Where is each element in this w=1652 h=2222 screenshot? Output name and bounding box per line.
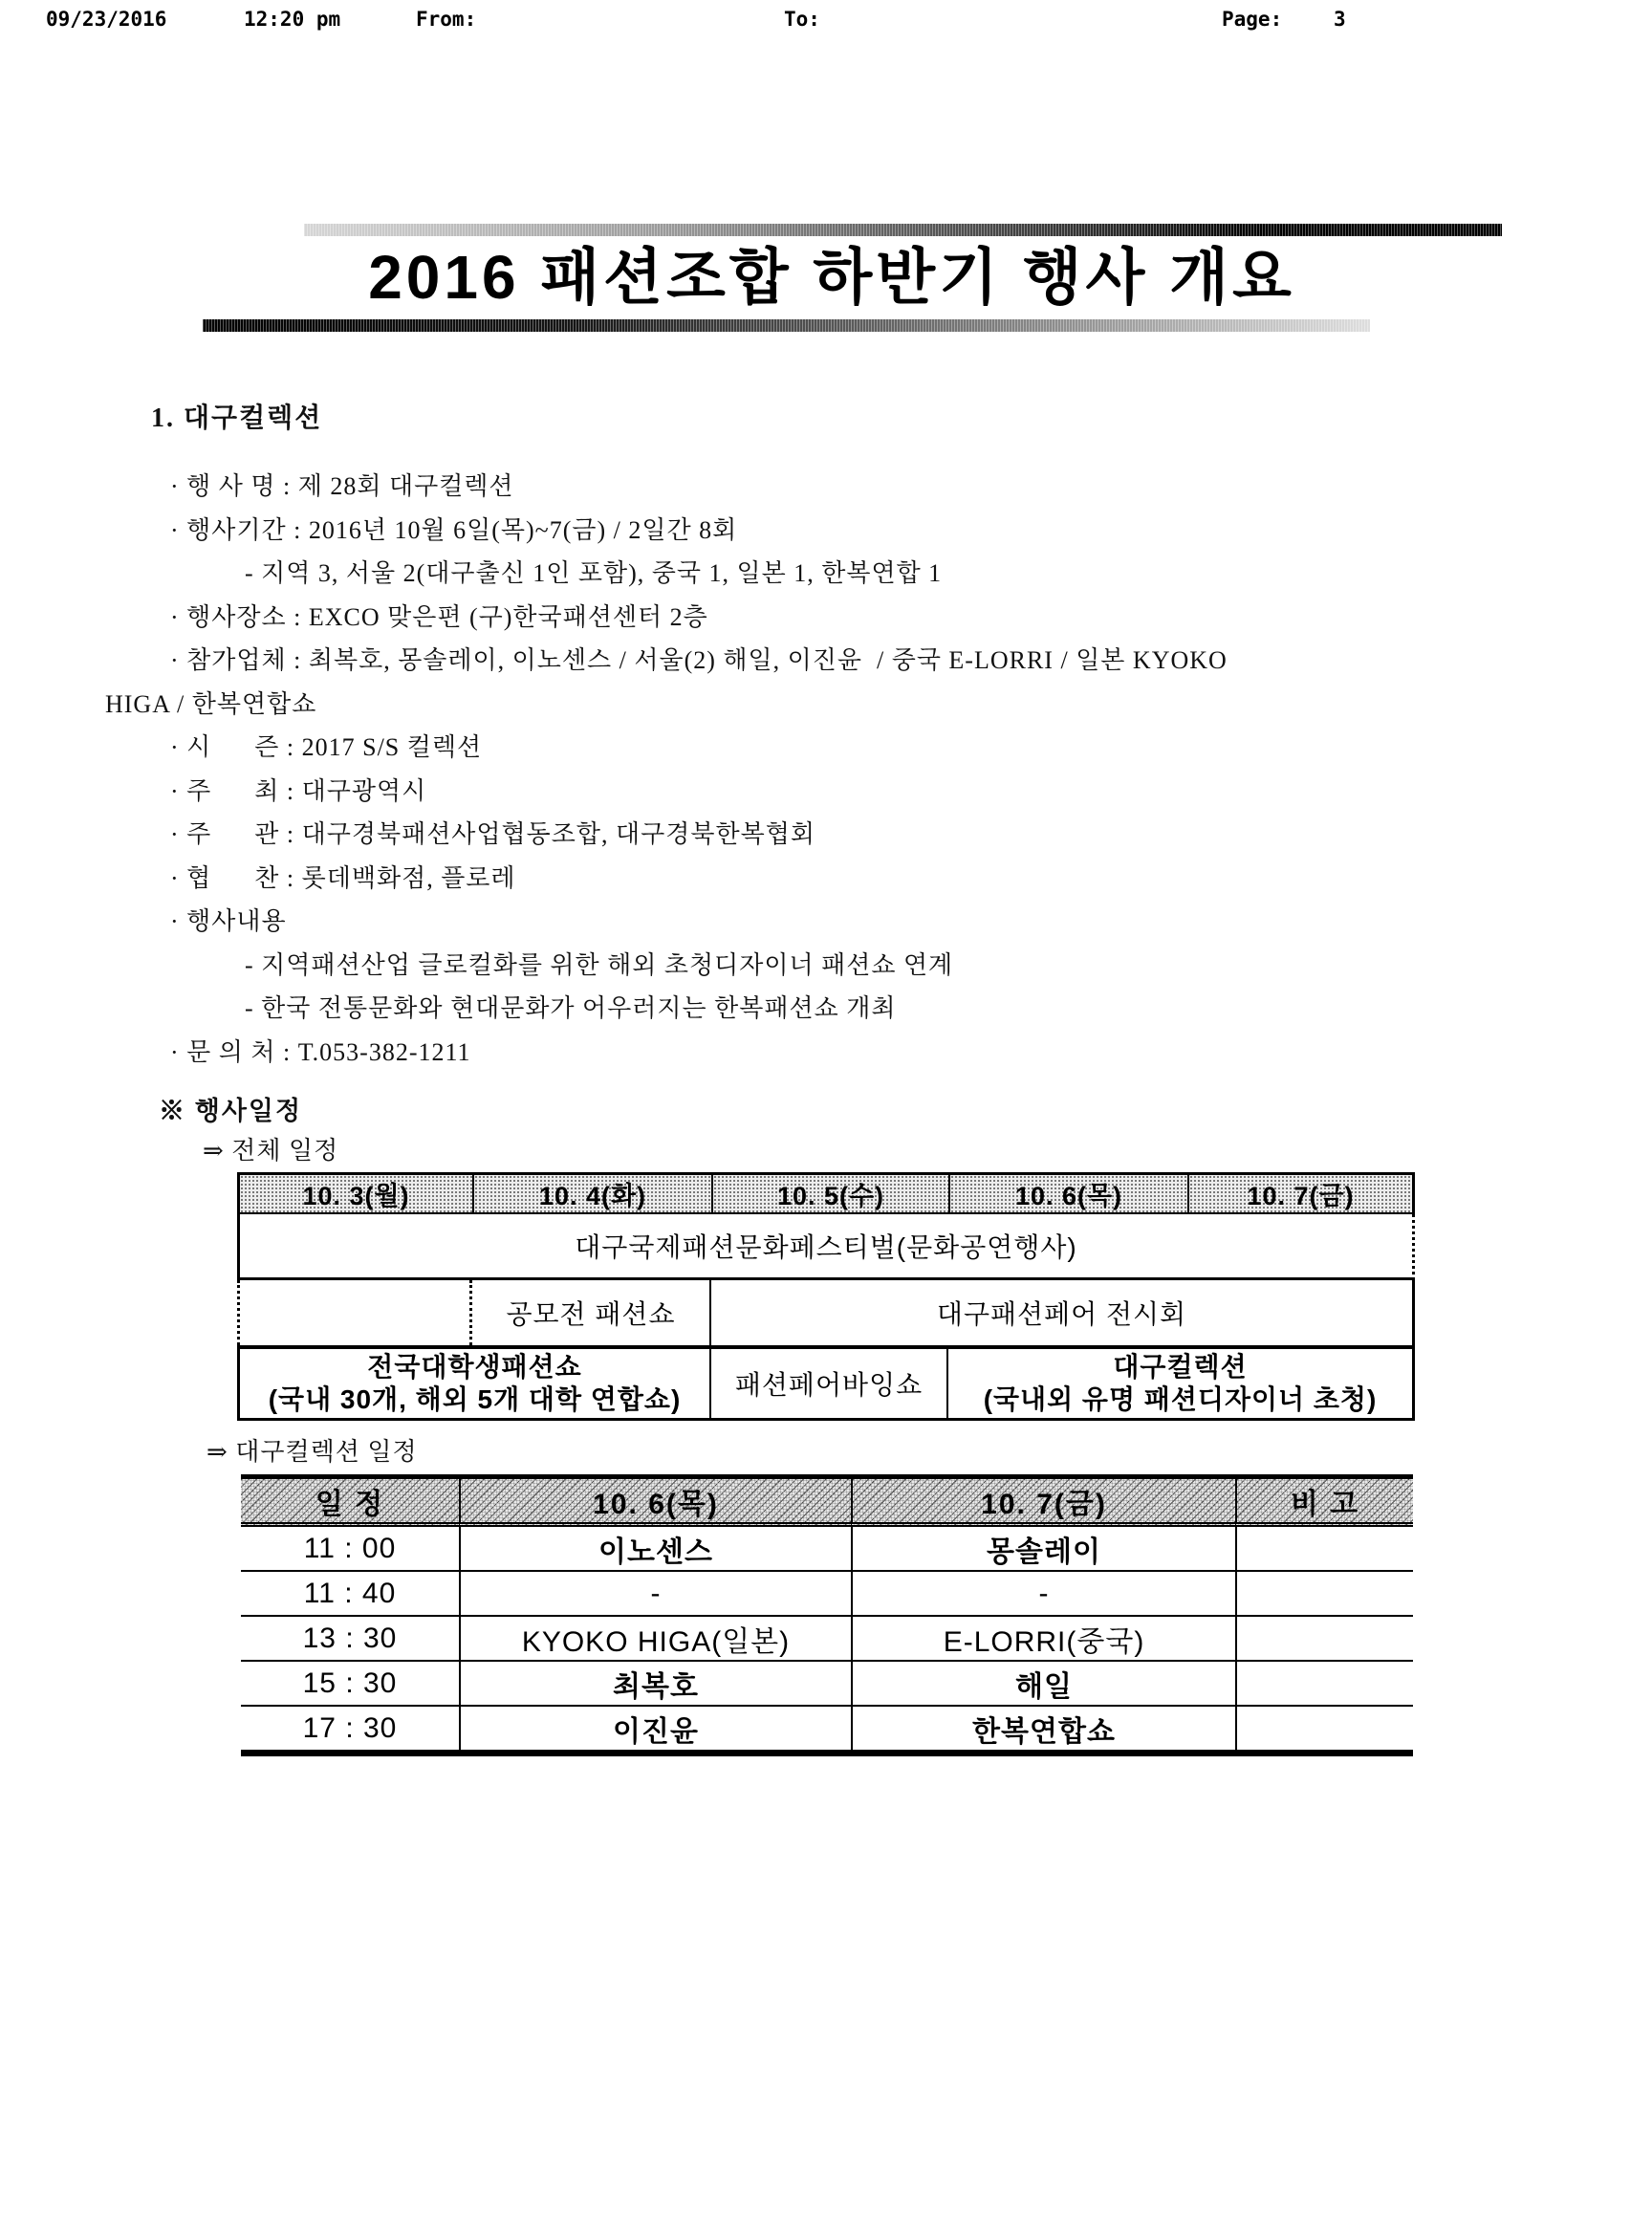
designer-cell: 해일 bbox=[851, 1662, 1235, 1707]
date-column-header: 10. 4(화) bbox=[472, 1172, 711, 1214]
date-column-header: 10. 6(목) bbox=[948, 1172, 1187, 1214]
fax-from-label: From: bbox=[416, 8, 477, 31]
daegu-collection-cell bbox=[948, 1345, 1415, 1421]
designer-cell: 몽솔레이 bbox=[851, 1527, 1235, 1572]
fax-page-label: Page: bbox=[1222, 8, 1283, 31]
cell-line-1: 전국대학생패션쇼 bbox=[367, 1352, 582, 1382]
date-column-header: 10. 7(금) bbox=[1187, 1172, 1415, 1214]
detail-line: · 협 찬 : 롯데백화점, 플로레 bbox=[170, 863, 516, 892]
title-top-rule bbox=[304, 224, 1502, 236]
remarks-column-header: 비 고 bbox=[1235, 1474, 1413, 1527]
detail-line: · 주 최 : 대구광역시 bbox=[170, 776, 427, 805]
document-title: 2016 패션조합 하반기 행사 개요 bbox=[368, 243, 1295, 312]
detail-subline: - 지역패션산업 글로컬화를 위한 해외 초청디자이너 패션쇼 연계 bbox=[245, 950, 954, 979]
detail-line: · 문 의 처 : T.053-382-1211 bbox=[170, 1037, 471, 1066]
contest-fashion-show-cell: 공모전 패션쇼 bbox=[472, 1280, 711, 1345]
detail-line-continuation: HIGA / 한복연합쇼 bbox=[105, 689, 317, 718]
designer-cell: 한복연합쇼 bbox=[851, 1707, 1235, 1756]
overall-schedule-label: ⇒ 전체 일정 bbox=[203, 1137, 339, 1165]
university-fashion-show-cell bbox=[237, 1345, 711, 1421]
detail-subline: - 지역 3, 서울 2(대구출신 1인 포함), 중국 1, 일본 1, 한복연합 1 bbox=[245, 559, 943, 587]
schedule-heading: ※ 행사일정 bbox=[159, 1097, 303, 1125]
designer-cell: E-LORRI(중국) bbox=[851, 1617, 1235, 1662]
designer-cell: 이노센스 bbox=[459, 1527, 851, 1572]
daegu-schedule-label: ⇒ 대구컬렉션 일정 bbox=[206, 1438, 418, 1466]
time-cell: 15 : 30 bbox=[241, 1662, 459, 1707]
remarks-cell bbox=[1235, 1527, 1413, 1572]
empty-cell bbox=[237, 1280, 472, 1345]
table-row bbox=[241, 1617, 1413, 1662]
table-row bbox=[241, 1527, 1413, 1572]
table-row bbox=[241, 1707, 1413, 1756]
detail-line: · 시 즌 : 2017 S/S 컬렉션 bbox=[170, 733, 483, 761]
detail-line: · 행사내용 bbox=[170, 907, 287, 935]
designer-cell: KYOKO HIGA(일본) bbox=[459, 1617, 851, 1662]
designer-cell: 최복호 bbox=[459, 1662, 851, 1707]
fax-header bbox=[0, 8, 1652, 36]
event-details-list bbox=[105, 465, 1597, 1074]
date-column-header: 10. 3(월) bbox=[237, 1172, 472, 1214]
detail-line: · 주 관 : 대구경북패션사업협동조합, 대구경북한복협회 bbox=[170, 820, 815, 848]
fashion-fair-exhibition-cell: 대구패션페어 전시회 bbox=[711, 1280, 1415, 1345]
detail-line: · 행사기간 : 2016년 10월 6일(목)~7(금) / 2일간 8회 bbox=[170, 515, 738, 544]
cell-line-1: 대구컬렉션 bbox=[1113, 1352, 1248, 1382]
designer-cell: - bbox=[851, 1572, 1235, 1617]
cell-line-2: (국내외 유명 패션디자이너 초청) bbox=[983, 1384, 1378, 1414]
detail-line: · 행사장소 : EXCO 맞은편 (구)한국패션센터 2층 bbox=[170, 602, 708, 631]
section-heading: 1. 대구컬렉션 bbox=[151, 403, 323, 433]
designer-cell: - bbox=[459, 1572, 851, 1617]
fax-date: 09/23/2016 bbox=[46, 8, 167, 31]
detail-line: · 참가업체 : 최복호, 몽솔레이, 이노센스 / 서울(2) 해일, 이진윤 / 중국 E-LORRI / 일본 KYOKO bbox=[170, 646, 1228, 674]
remarks-cell bbox=[1235, 1572, 1413, 1617]
title-bottom-rule bbox=[203, 319, 1370, 332]
time-cell: 11 : 40 bbox=[241, 1572, 459, 1617]
remarks-cell bbox=[1235, 1617, 1413, 1662]
remarks-cell bbox=[1235, 1662, 1413, 1707]
cell-line-2: (국내 30개, 해외 5개 대학 연합쇼) bbox=[268, 1384, 682, 1414]
festival-row-cell: 대구국제패션문화페스티벌(문화공연행사) bbox=[237, 1214, 1415, 1280]
designer-cell: 이진윤 bbox=[459, 1707, 851, 1756]
overall-schedule-table bbox=[237, 1172, 1415, 1421]
fashion-fair-buying-show-cell: 패션페어바잉쇼 bbox=[711, 1345, 948, 1421]
table-row bbox=[241, 1662, 1413, 1707]
detail-subline: - 한국 전통문화와 현대문화가 어우러지는 한복패션쇼 개최 bbox=[245, 994, 897, 1022]
table-row bbox=[241, 1572, 1413, 1617]
time-cell: 17 : 30 bbox=[241, 1707, 459, 1756]
daegu-collection-schedule-table bbox=[241, 1474, 1413, 1756]
date-column-header: 10. 5(수) bbox=[711, 1172, 948, 1214]
detail-line: · 행 사 명 : 제 28회 대구컬렉션 bbox=[170, 472, 514, 500]
oct7-column-header: 10. 7(금) bbox=[851, 1474, 1235, 1527]
time-column-header: 일 정 bbox=[241, 1474, 459, 1527]
oct6-column-header: 10. 6(목) bbox=[459, 1474, 851, 1527]
remarks-cell bbox=[1235, 1707, 1413, 1756]
fax-time: 12:20 pm bbox=[244, 8, 341, 31]
fax-page-number: 3 bbox=[1334, 8, 1346, 31]
time-cell: 13 : 30 bbox=[241, 1617, 459, 1662]
time-cell: 11 : 00 bbox=[241, 1527, 459, 1572]
fax-to-label: To: bbox=[784, 8, 820, 31]
